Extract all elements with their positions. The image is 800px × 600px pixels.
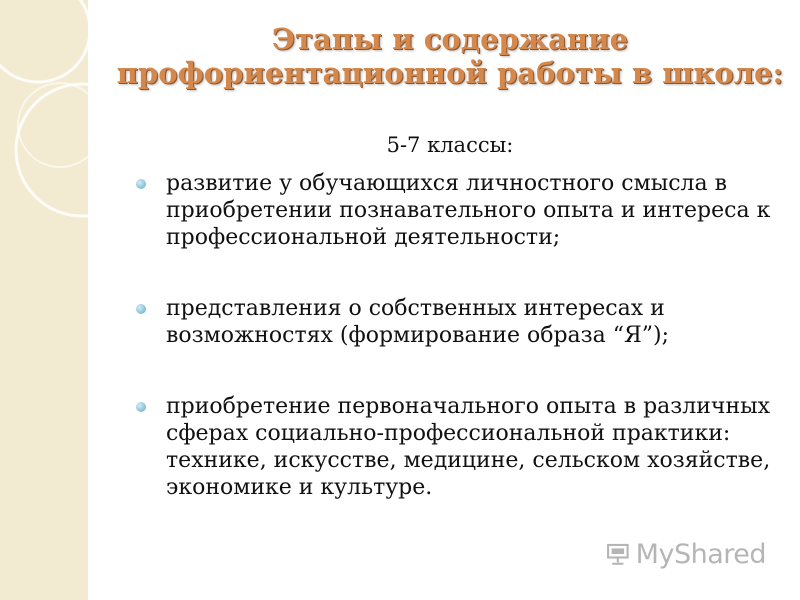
- bullet-text: представления о собственных интересах и возможностях (формирование образа “Я”);: [166, 296, 670, 348]
- presentation-board-icon: [606, 538, 630, 570]
- bullet-dot-icon: [136, 304, 146, 314]
- bullet-item: [136, 295, 776, 349]
- bullet-item: [136, 393, 776, 501]
- watermark-text: MyShared: [635, 538, 766, 570]
- decorative-circles: [0, 0, 88, 600]
- slide-subtitle: 5-7 классы:: [386, 133, 514, 157]
- bullet-list: [136, 170, 776, 501]
- bullet-text: развитие у обучающихся личностного смысла в приобретении познавательного опыта и интереса к профессиональной деятельности;: [166, 171, 771, 250]
- bullet-dot-icon: [136, 179, 146, 189]
- bullet-text: приобретение первоначального опыта в различных сферах социально-профессиональной практики: технике, искусстве, медицине, сельском хозяйстве, экономике и культуре.: [166, 394, 771, 500]
- watermark-logo: [606, 536, 766, 572]
- bullet-item: [136, 170, 776, 251]
- bullet-dot-icon: [136, 402, 146, 412]
- decorative-side-band: [0, 0, 88, 600]
- slide-title: Этапы и содержание профориентационной работы в школе:: [116, 22, 784, 90]
